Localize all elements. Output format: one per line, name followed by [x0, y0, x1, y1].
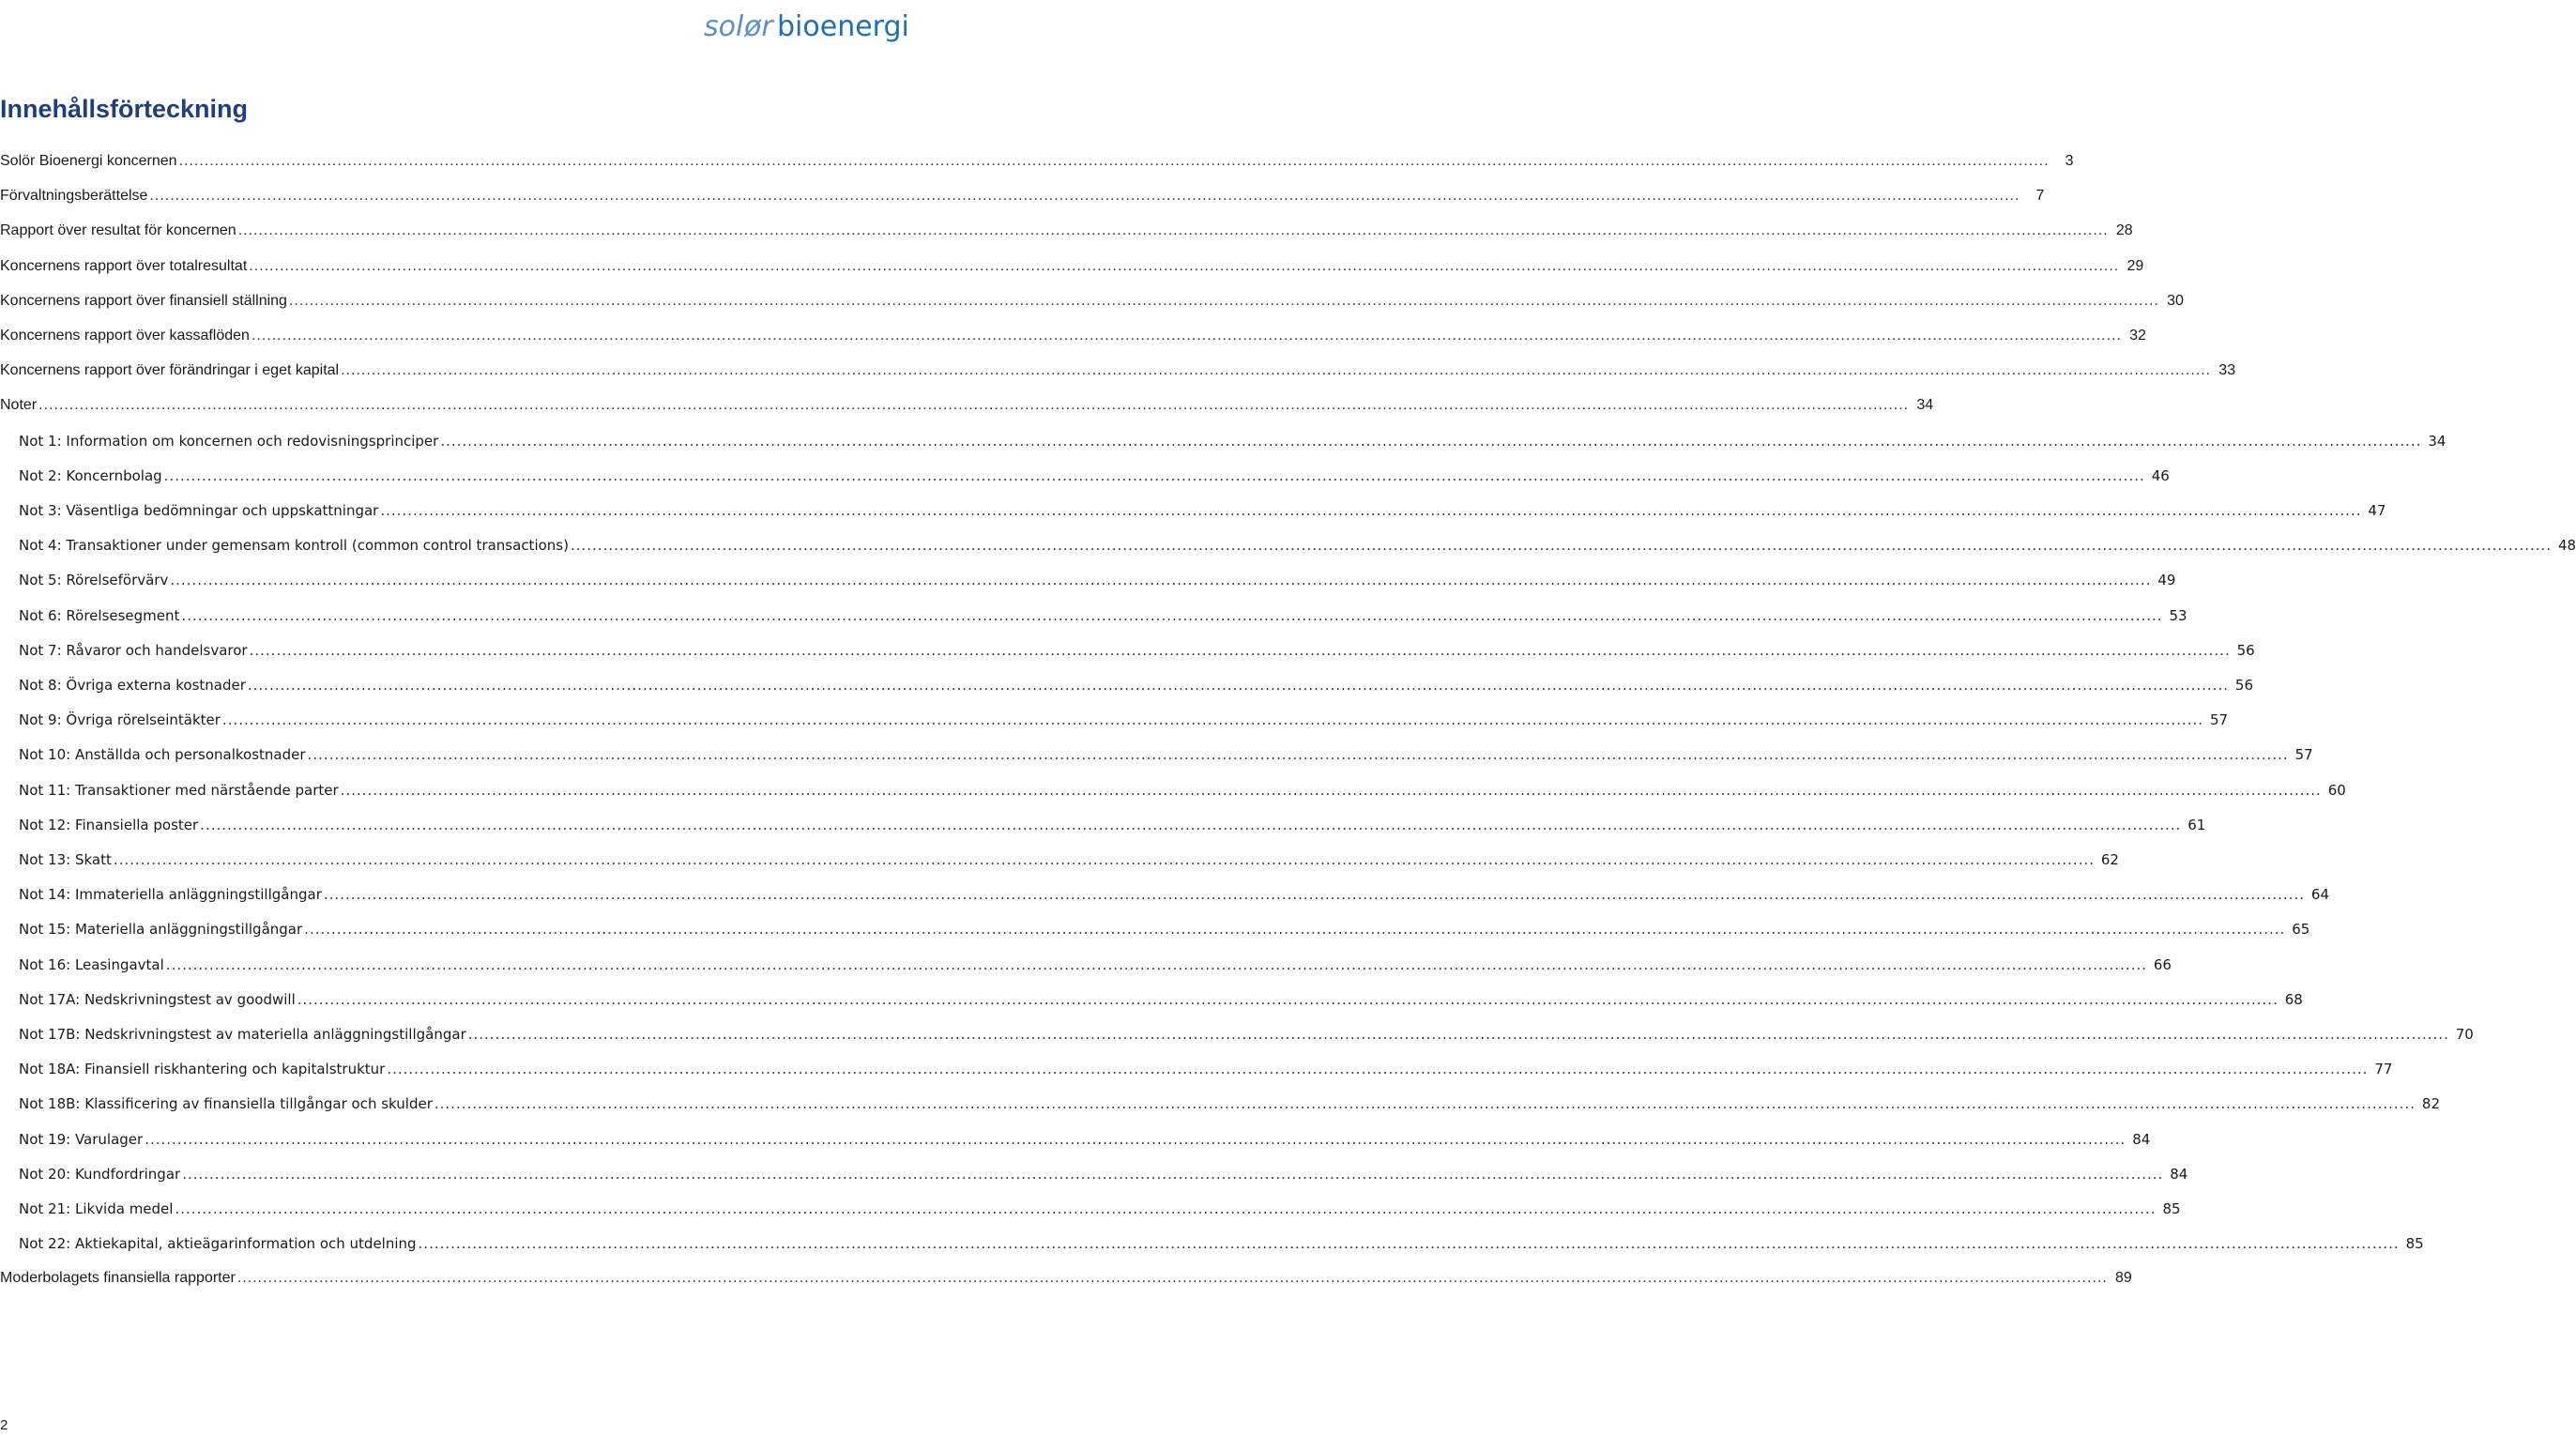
toc-entry-page: 70: [2455, 1026, 2474, 1043]
toc-entry[interactable]: [0, 354, 2236, 388]
toc-dot-leader: [114, 851, 2095, 868]
toc-entry-label: Not 18B: Klassificering av finansiella tillgångar och skulder: [19, 1095, 433, 1112]
toc-dot-leader: [387, 1061, 2368, 1077]
toc-entry[interactable]: [19, 599, 2187, 633]
toc-dot-leader: [434, 1095, 2416, 1112]
toc-entry-label: Not 15: Materiella anläggningstillgångar: [19, 921, 303, 938]
toc-entry-page: 85: [2405, 1235, 2424, 1252]
toc-entry-page: 57: [2294, 746, 2313, 763]
toc-dot-leader: [238, 222, 2109, 239]
toc-entry[interactable]: [19, 563, 2176, 597]
toc-entry[interactable]: [19, 1123, 2151, 1156]
toc-dot-leader: [440, 433, 2421, 450]
toc-entry-label: Not 11: Transaktioner med närstående parter: [19, 782, 339, 799]
toc-entry[interactable]: [19, 634, 2255, 667]
page-title: Innehållsförteckning: [0, 95, 249, 123]
toc-dot-leader: [145, 1131, 2126, 1148]
toc-entry-label: Noter: [0, 397, 38, 413]
logo-text-sol: sol: [704, 10, 744, 43]
toc-dot-leader: [304, 921, 2285, 938]
toc-entry-label: Not 22: Aktiekapital, aktieägarinformation och utdelning: [19, 1235, 417, 1252]
toc-entry-page: 56: [2236, 642, 2255, 659]
toc-entry[interactable]: [19, 738, 2313, 771]
toc-dot-leader: [149, 188, 2020, 205]
toc-dot-leader: [324, 886, 2305, 903]
toc-dot-leader: [164, 467, 2145, 484]
toc-entry-page: 53: [2169, 607, 2187, 624]
toc-entry[interactable]: [0, 145, 2074, 178]
toc-entry-page: 30: [2167, 293, 2184, 309]
toc-entry-label: Not 18A: Finansiell riskhantering och kapitalstruktur: [19, 1061, 386, 1077]
toc-entry-label: Not 17A: Nedskrivningstest av goodwill: [19, 991, 296, 1008]
toc-dot-leader: [468, 1026, 2449, 1043]
solor-bioenergi-logo: [702, 6, 909, 51]
toc-entry[interactable]: [0, 389, 1934, 422]
toc-entry-label: Not 16: Leasingavtal: [19, 956, 164, 973]
toc-entry-page: 48: [2558, 537, 2576, 554]
toc-entry-label: Not 2: Koncernbolag: [19, 467, 162, 484]
toc-dot-leader: [237, 1270, 2108, 1287]
toc-entry-page: 29: [2126, 258, 2144, 274]
toc-entry-page: 65: [2292, 921, 2310, 938]
toc-entry[interactable]: [19, 424, 2446, 458]
toc-entry-label: Förvaltningsberättelse: [0, 188, 148, 204]
toc-entry-page: 34: [2428, 433, 2446, 450]
toc-entry-label: Koncernens rapport över förändringar i eget kapital: [0, 362, 340, 378]
toc-entry-page: 56: [2234, 677, 2253, 694]
toc-dot-leader: [289, 293, 2159, 310]
toc-entry-label: Not 9: Övriga rörelseintäkter: [19, 711, 221, 728]
toc-dot-leader: [341, 782, 2322, 799]
toc-entry[interactable]: [19, 1052, 2393, 1086]
toc-dot-leader: [181, 607, 2162, 624]
toc-entry-page: 47: [2368, 502, 2386, 519]
page-number: 2: [0, 1417, 8, 1433]
toc-entry-label: Koncernens rapport över finansiell ställning: [0, 293, 287, 309]
toc-entry[interactable]: [19, 494, 2386, 527]
toc-entry[interactable]: [19, 1192, 2181, 1226]
toc-entry[interactable]: [0, 179, 2045, 213]
toc-dot-leader: [341, 362, 2211, 379]
logo-text-bioenergi: bioenergi: [777, 10, 909, 43]
toc-dot-leader: [419, 1235, 2400, 1252]
toc-entry-label: Not 14: Immateriella anläggningstillgångar: [19, 886, 322, 903]
toc-entry-label: Rapport över resultat för koncernen: [0, 222, 236, 238]
toc-dot-leader: [571, 537, 2552, 554]
toc-entry[interactable]: [19, 948, 2172, 982]
toc-dot-leader: [200, 817, 2181, 833]
toc-dot-leader: [166, 956, 2147, 973]
toc-entry-page: 66: [2153, 956, 2172, 973]
toc-entry-page: 61: [2187, 817, 2206, 833]
toc-entry-label: Not 13: Skatt: [19, 851, 112, 868]
toc-entry-page: 62: [2100, 851, 2119, 868]
toc-entry-page: 82: [2421, 1095, 2440, 1112]
toc-entry[interactable]: [19, 843, 2119, 877]
toc-entry[interactable]: [19, 1087, 2440, 1121]
toc-entry[interactable]: [19, 808, 2206, 842]
toc-entry-label: Not 4: Transaktioner under gemensam kontroll (common control transactions): [19, 537, 569, 554]
toc-entry[interactable]: [0, 319, 2146, 353]
toc-entry[interactable]: [19, 983, 2303, 1016]
toc-entry-page: 28: [2115, 222, 2133, 238]
toc-entry[interactable]: [19, 912, 2310, 946]
toc-entry[interactable]: [0, 250, 2144, 283]
toc-entry-label: Moderbolagets finansiella rapporter: [0, 1270, 236, 1286]
toc-entry[interactable]: [19, 668, 2253, 702]
toc-dot-leader: [170, 572, 2151, 588]
toc-entry-page: 77: [2374, 1061, 2393, 1077]
toc-entry-page: 7: [2035, 188, 2045, 204]
toc-entry-label: Not 17B: Nedskrivningstest av materiella anläggningstillgångar: [19, 1026, 466, 1043]
toc-entry[interactable]: [0, 284, 2184, 318]
toc-dot-leader: [380, 502, 2361, 519]
toc-entry-page: 34: [1916, 397, 1934, 413]
toc-entry-label: Solör Bioenergi koncernen: [0, 153, 177, 169]
toc-entry-page: 32: [2129, 328, 2146, 344]
toc-entry-page: 89: [2115, 1270, 2132, 1286]
toc-dot-leader: [249, 258, 2119, 275]
toc-entry[interactable]: [19, 703, 2229, 737]
toc-entry-label: Koncernens rapport över totalresultat: [0, 258, 248, 274]
toc-entry-label: Not 3: Väsentliga bedömningar och uppskattningar: [19, 502, 379, 519]
toc-dot-leader: [250, 642, 2231, 659]
toc-dot-leader: [182, 1166, 2163, 1183]
toc-entry-label: Not 8: Övriga externa kostnader: [19, 677, 246, 694]
toc-entry-label: Not 7: Råvaror och handelsvaror: [19, 642, 248, 659]
toc-entry-label: Not 12: Finansiella poster: [19, 817, 199, 833]
toc-entry-page: 60: [2327, 782, 2346, 799]
toc-entry[interactable]: [19, 878, 2329, 911]
toc-entry[interactable]: [0, 214, 2133, 248]
toc-entry-label: Not 5: Rörelseförvärv: [19, 572, 169, 588]
toc-entry-label: Not 10: Anställda och personalkostnader: [19, 746, 306, 763]
toc-dot-leader: [297, 991, 2279, 1008]
toc-entry-label: Not 19: Varulager: [19, 1131, 144, 1148]
toc-dot-leader: [308, 746, 2289, 763]
toc-entry-label: Not 6: Rörelsesegment: [19, 607, 180, 624]
toc-entry[interactable]: [19, 459, 2170, 493]
toc-entry-page: 46: [2151, 467, 2170, 484]
toc-entry-page: 68: [2284, 991, 2303, 1008]
toc-entry-label: Not 1: Information om koncernen och redovisningsprinciper: [19, 433, 439, 450]
toc-entry-page: 84: [2132, 1131, 2151, 1148]
toc-dot-leader: [222, 711, 2203, 728]
toc-entry-page: 49: [2157, 572, 2176, 588]
toc-dot-leader: [38, 397, 1909, 414]
toc-dot-leader: [175, 1200, 2156, 1217]
toc-entry-page: 33: [2218, 362, 2236, 378]
toc-dot-leader: [252, 328, 2122, 344]
toc-entry-page: 84: [2170, 1166, 2188, 1183]
toc-entry[interactable]: [19, 528, 2576, 562]
toc-entry[interactable]: [0, 1261, 2132, 1295]
toc-entry[interactable]: [19, 1157, 2188, 1191]
logo-text-or: ør: [744, 10, 773, 43]
toc-entry[interactable]: [19, 773, 2346, 807]
toc-entry[interactable]: [19, 1017, 2474, 1051]
toc-entry-label: Not 21: Likvida medel: [19, 1200, 174, 1217]
toc-entry-page: 57: [2209, 711, 2229, 728]
toc-dot-leader: [248, 677, 2229, 694]
toc-entry-label: Koncernens rapport över kassaflöden: [0, 328, 250, 344]
toc-entry-page: 64: [2310, 886, 2329, 903]
toc-entry-page: 3: [2065, 153, 2074, 169]
toc-entry-label: Not 20: Kundfordringar: [19, 1166, 181, 1183]
toc-dot-leader: [179, 153, 2050, 170]
toc-entry-page: 85: [2162, 1200, 2181, 1217]
toc-entry[interactable]: [19, 1227, 2424, 1260]
